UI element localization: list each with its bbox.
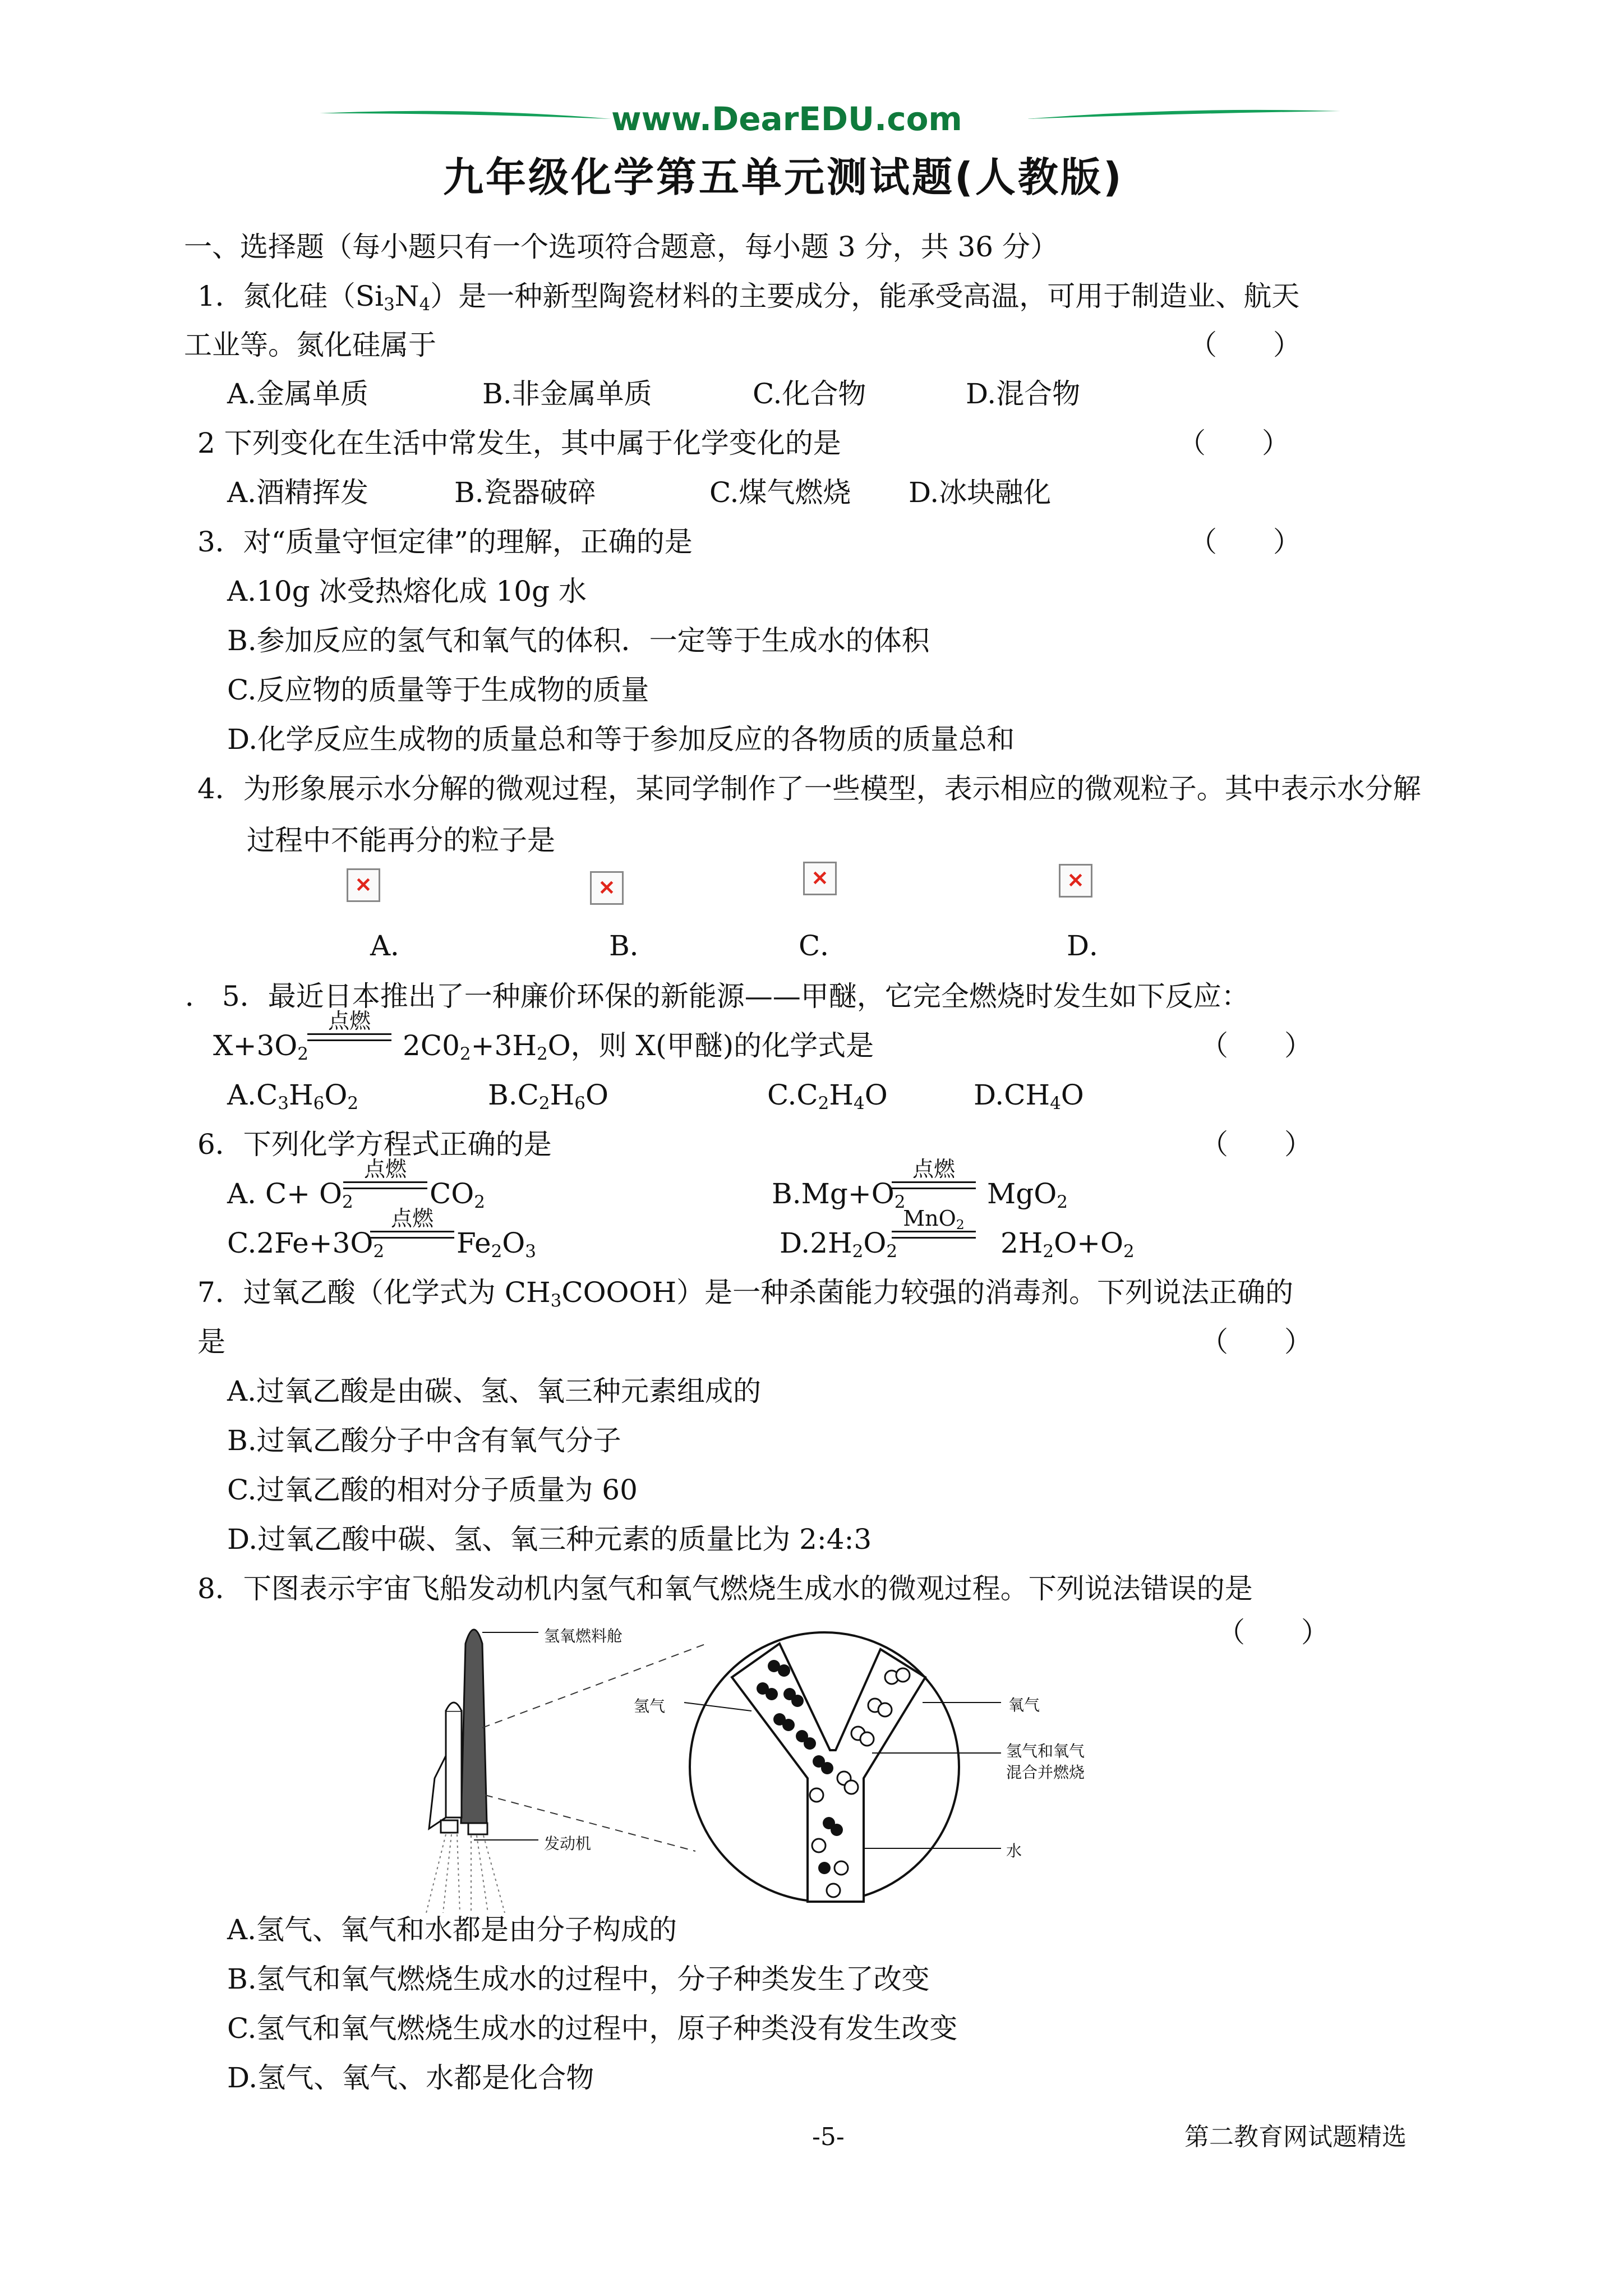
answer-blank-7[interactable]: （ ） bbox=[1200, 1326, 1312, 1358]
broken-image-icon: ✕ bbox=[1059, 864, 1092, 898]
q5-option-b: $B.C_2H_6O$ bbox=[488, 1079, 608, 1114]
broken-image-icon: ✕ bbox=[590, 871, 624, 905]
q6-option-a-left: A. $C+ O_2$ bbox=[227, 1177, 353, 1212]
q6-option-c-right: $Fe_2O_3$ bbox=[457, 1227, 537, 1262]
exhaust-plume bbox=[426, 1834, 505, 1913]
q3-option-c: C.反应物的质量等于生成物的质量 bbox=[227, 674, 649, 706]
q1-option-a: A.金属单质 bbox=[227, 378, 369, 410]
label-burn-line1: 氢气和氧气 bbox=[1006, 1742, 1085, 1760]
q8-option-a: A.氢气、氧气和水都是由分子构成的 bbox=[227, 1913, 677, 1946]
q7-option-d: D.过氧乙酸中碳、氢、氧三种元素的质量比为 2:4:3 bbox=[227, 1523, 872, 1556]
q6-option-d-arrow: MnO$_2$ bbox=[892, 1207, 976, 1239]
answer-blank-3[interactable]: （ ） bbox=[1189, 526, 1301, 558]
label-water: 水 bbox=[1006, 1842, 1022, 1860]
q6-option-b-left: $B.Mg+O_2$ bbox=[772, 1177, 906, 1212]
answer-blank-8[interactable]: （ ） bbox=[1217, 1616, 1329, 1649]
q6-option-b-arrow: 点燃 bbox=[892, 1158, 976, 1189]
broken-image-icon: ✕ bbox=[803, 862, 837, 895]
footer-source: 第二教育网试题精选 bbox=[1184, 2123, 1407, 2151]
question-7-stem-line2: 是 bbox=[197, 1326, 225, 1358]
page-title: 九年级化学第五单元测试题(人教版) bbox=[443, 154, 1124, 201]
answer-blank-5[interactable]: （ ） bbox=[1200, 1029, 1312, 1062]
section-heading: 一、选择题（每小题只有一个选项符合题意，每小题 3 分，共 36 分） bbox=[184, 231, 1059, 263]
label-oxygen: 氧气 bbox=[1008, 1696, 1040, 1714]
q5-option-c: $C.C_2H_4O$ bbox=[767, 1079, 888, 1114]
question-5-stem: ． 5．最近日本推出了一种廉价环保的新能源——甲醚，它完全燃烧时发生如下反应： bbox=[185, 980, 1249, 1013]
q3-option-b: B.参加反应的氢气和氧气的体积．一定等于生成水的体积 bbox=[227, 624, 930, 657]
q6-option-b-right: MgO$_2$ bbox=[987, 1177, 1068, 1212]
q5-equation-right: $2C0_2+3H_2O$，则 X(甲醚)的化学式是 bbox=[403, 1029, 874, 1064]
rocket-icon bbox=[429, 1630, 487, 1834]
q2-option-d: D.冰块融化 bbox=[909, 476, 1052, 509]
question-1-stem-line2: 工业等。氮化硅属于 bbox=[184, 329, 436, 361]
q4-option-d: D． bbox=[1067, 930, 1118, 962]
q4-option-c: C． bbox=[799, 930, 849, 962]
q6-option-c-arrow: 点燃 bbox=[370, 1207, 454, 1239]
q6-option-a-arrow: 点燃 bbox=[343, 1158, 427, 1189]
q6-option-a-right: $CO_2$ bbox=[430, 1177, 485, 1212]
question-7-stem: 7．过氧乙酸（化学式为 $CH_3COOOH$）是一种杀菌能力较强的消毒剂。下列说法正确的 bbox=[197, 1276, 1294, 1311]
q5-option-d: $D.CH_4O$ bbox=[974, 1079, 1084, 1114]
answer-blank-2[interactable]: （ ） bbox=[1178, 427, 1290, 459]
broken-image-icon: ✕ bbox=[347, 868, 380, 902]
q8-option-c: C.氢气和氧气燃烧生成水的过程中，原子种类没有发生改变 bbox=[227, 2012, 958, 2045]
page-number: -5- bbox=[812, 2123, 845, 2151]
q8-option-d: D.氢气、氧气、水都是化合物 bbox=[227, 2062, 594, 2094]
q1-option-b: B.非金属单质 bbox=[482, 378, 652, 410]
q6-option-c-left: $C.2Fe+3O_2$ bbox=[227, 1227, 385, 1262]
question-8-stem: 8．下图表示宇宙飞船发动机内氢气和氧气燃烧生成水的微观过程。下列说法错误的是 bbox=[197, 1572, 1253, 1605]
label-engine: 发动机 bbox=[544, 1834, 592, 1853]
question-2-stem: 2 下列变化在生活中常发生，其中属于化学变化的是 bbox=[197, 427, 841, 459]
question-3-stem: 3．对“质量守恒定律”的理解，正确的是 bbox=[197, 526, 693, 558]
q1-option-c: C.化合物 bbox=[753, 378, 866, 410]
q6-option-d-right: $2H_2O+O_2$ bbox=[1000, 1227, 1135, 1262]
q8-option-b: B.氢气和氧气燃烧生成水的过程中，分子种类发生了改变 bbox=[227, 1963, 930, 1995]
answer-blank-6[interactable]: （ ） bbox=[1200, 1128, 1312, 1161]
q2-option-b: B.瓷器破碎 bbox=[454, 476, 596, 509]
q7-option-a: A.过氧乙酸是由碳、氢、氧三种元素组成的 bbox=[227, 1375, 762, 1407]
q2-option-a: A.酒精挥发 bbox=[227, 476, 369, 509]
label-hydrogen: 氢气 bbox=[634, 1697, 666, 1715]
q1-option-d: D.混合物 bbox=[966, 378, 1081, 410]
question-4-stem-line2: 过程中不能再分的粒子是 bbox=[247, 824, 555, 857]
answer-blank-1[interactable]: （ ） bbox=[1189, 329, 1301, 361]
q7-option-b: B.过氧乙酸分子中含有氧气分子 bbox=[227, 1424, 621, 1457]
q5-equation-left: $X+3O_2$ bbox=[213, 1029, 309, 1064]
label-fuel-tank: 氢氧燃料舱 bbox=[544, 1627, 623, 1645]
q6-option-d-left: $D.2H_2O_2$ bbox=[780, 1227, 898, 1262]
q4-option-b: B． bbox=[609, 930, 658, 962]
q4-option-a: A． bbox=[370, 930, 419, 962]
q3-option-d: D.化学反应生成物的质量总和等于参加反应的各物质的质量总和 bbox=[227, 723, 1015, 756]
q5-option-a: $A.C_3H_6O_2$ bbox=[227, 1079, 359, 1114]
q2-option-c: C.煤气燃烧 bbox=[709, 476, 851, 509]
label-burn-line2: 混合并燃烧 bbox=[1006, 1763, 1085, 1782]
q7-option-c: C.过氧乙酸的相对分子质量为 60 bbox=[227, 1474, 638, 1506]
header-swoosh-right bbox=[1026, 107, 1340, 129]
question-6-stem: 6．下列化学方程式正确的是 bbox=[197, 1128, 552, 1161]
question-1-stem: 1．氮化硅$(Si_3N_4)$是一种新型陶瓷材料的主要成分，能承受高温，可用于制造业、航天 bbox=[197, 280, 1300, 315]
q5-reaction-arrow: 点燃 bbox=[307, 1010, 391, 1041]
header-swoosh-left bbox=[320, 107, 611, 129]
question-4-stem: 4．为形象展示水分解的微观过程，某同学制作了一些模型，表示相应的微观粒子。其中表示水分解 bbox=[197, 772, 1421, 805]
q3-option-a: A.10g 冰受热熔化成 10g 水 bbox=[227, 575, 587, 608]
site-url: www.DearEDU.com bbox=[611, 100, 962, 138]
